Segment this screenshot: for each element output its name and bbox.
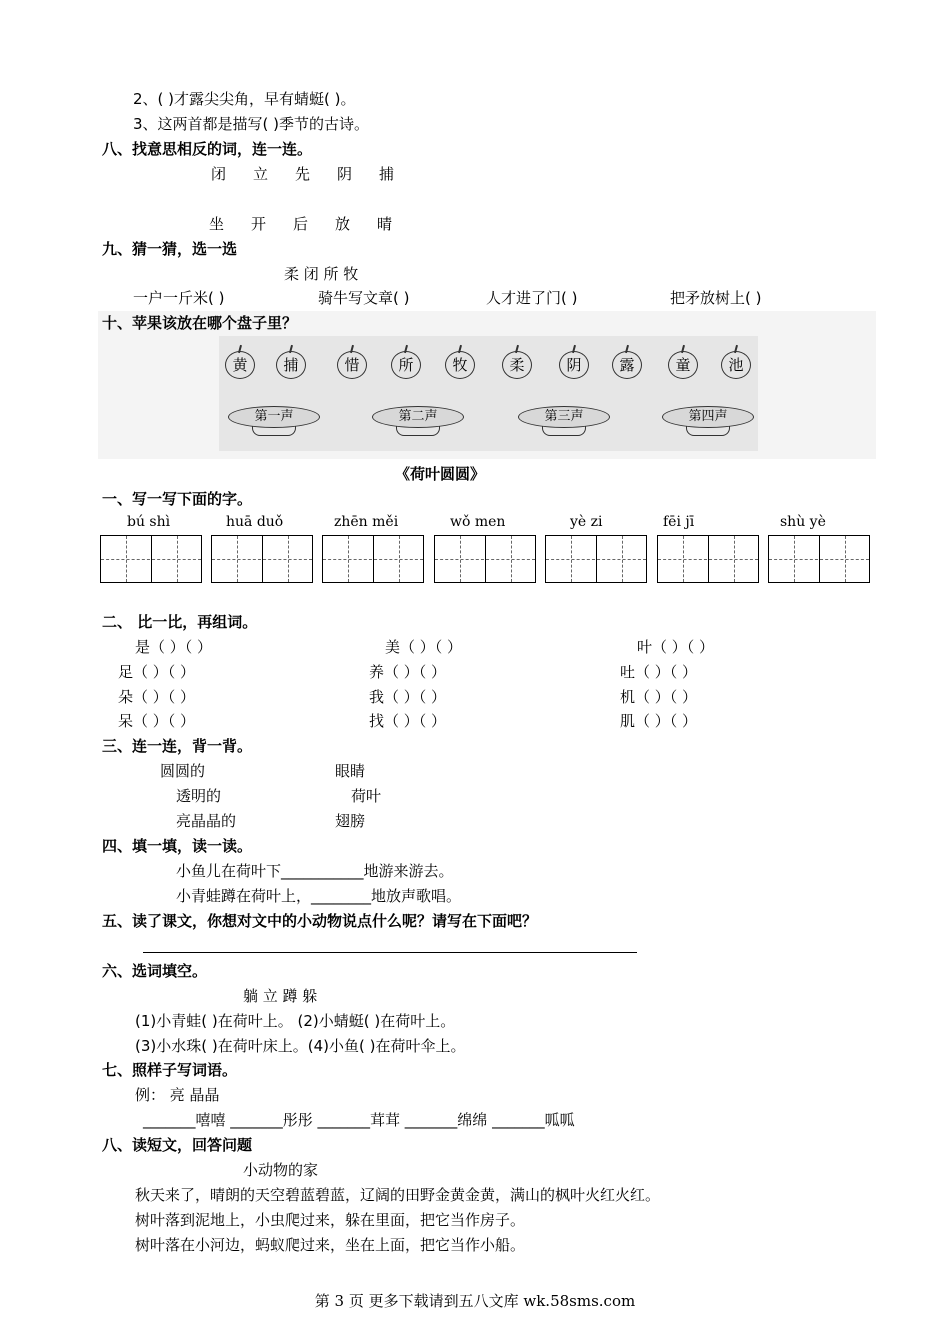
story-paragraph: 秋天来了，晴朗的天空碧蓝碧蓝，辽阔的田野金黄金黄，满山的枫叶火红火红。 — [135, 1186, 661, 1204]
compare-item: 我（ ）（ ） — [369, 688, 447, 706]
section-9-title: 九、猜一猜，选一选 — [102, 240, 238, 258]
riddle-options: 柔 闭 所 牧 — [284, 265, 359, 283]
antonym-word: 后 — [293, 215, 309, 233]
story-paragraph: 树叶落在小河边，蚂蚁爬过来，坐在上面，把它当作小船。 — [135, 1236, 526, 1254]
apple-icon: 惜 — [335, 347, 369, 381]
pinyin-label: yè zi — [570, 514, 603, 530]
match-right: 荷叶 — [351, 787, 382, 805]
l7-title: 七、照样子写词语。 — [102, 1061, 238, 1079]
match-right: 翅膀 — [335, 812, 366, 830]
plate-icon: 第四声 — [662, 404, 754, 438]
l6-title: 六、选词填空。 — [102, 962, 208, 980]
writing-grid[interactable] — [100, 535, 202, 583]
apple-icon: 捕 — [274, 347, 308, 381]
riddle-item: 把矛放树上( ) — [670, 289, 762, 307]
writing-grid[interactable] — [322, 535, 424, 583]
pinyin-label: bú shì — [127, 514, 171, 530]
apple-icon: 所 — [389, 347, 423, 381]
riddle-item: 骑牛写文章( ) — [318, 289, 410, 307]
word-pattern-row: _______嘻嘻 _______彤彤 _______茸茸 _______绵绵 _______呱呱 — [143, 1111, 575, 1129]
compare-item: 找（ ）（ ） — [369, 712, 447, 730]
match-left: 透明的 — [176, 787, 222, 805]
writing-grid[interactable] — [657, 535, 759, 583]
antonym-word: 先 — [295, 165, 311, 183]
pinyin-label: wǒ men — [450, 514, 506, 530]
writing-grid[interactable] — [434, 535, 536, 583]
riddle-item: 人才进了门( ) — [486, 289, 578, 307]
pinyin-label: fēi jī — [663, 514, 695, 530]
antonym-word: 捕 — [379, 165, 395, 183]
apple-icon: 阴 — [557, 347, 591, 381]
match-left: 圆圆的 — [160, 762, 206, 780]
writing-grid[interactable] — [211, 535, 313, 583]
fill-row: (3)小水珠( )在荷叶床上。(4)小鱼( )在荷叶伞上。 — [135, 1037, 466, 1055]
writing-grid[interactable] — [768, 535, 870, 583]
apple-icon: 池 — [719, 347, 753, 381]
word-options: 躺 立 蹲 躲 — [243, 987, 318, 1005]
compare-item: 叶（ ）（ ） — [637, 638, 715, 656]
l1-title: 一、写一写下面的字。 — [102, 490, 253, 508]
match-left: 亮晶晶的 — [176, 812, 237, 830]
plate-icon: 第二声 — [372, 404, 464, 438]
apple-icon: 柔 — [500, 347, 534, 381]
pinyin-label: zhēn měi — [334, 514, 399, 530]
pinyin-label: shù yè — [780, 514, 826, 530]
section-10-title: 十、苹果该放在哪个盘子里？ — [102, 314, 298, 332]
match-right: 眼睛 — [335, 762, 366, 780]
story-title: 小动物的家 — [243, 1161, 319, 1179]
l5-title: 五、读了课文，你想对文中的小动物说点什么呢？请写在下面吧？ — [102, 912, 538, 930]
antonym-word: 放 — [335, 215, 351, 233]
compare-item: 朵（ ）（ ） — [118, 688, 196, 706]
section-8-title: 八、找意思相反的词，连一连。 — [102, 140, 313, 158]
compare-item: 吐（ ）（ ） — [620, 663, 698, 681]
l3-title: 三、连一连，背一背。 — [102, 737, 253, 755]
compare-item: 足（ ）（ ） — [118, 663, 196, 681]
plate-icon: 第一声 — [228, 404, 320, 438]
apple-icon: 童 — [666, 347, 700, 381]
antonym-word: 坐 — [209, 215, 225, 233]
antonym-word: 立 — [253, 165, 269, 183]
l8-title: 八、读短文，回答问题 — [102, 1136, 253, 1154]
antonym-word: 阴 — [337, 165, 353, 183]
apple-icon: 牧 — [443, 347, 477, 381]
apple-icon: 露 — [610, 347, 644, 381]
pinyin-label: huā duǒ — [226, 514, 284, 530]
fill-sentence: 小青蛙蹲在荷叶上，________地放声歌唱。 — [176, 887, 462, 905]
lesson-title: 《荷叶圆圆》 — [394, 465, 485, 483]
compare-item: 机（ ）（ ） — [620, 688, 698, 706]
antonym-word: 开 — [251, 215, 267, 233]
antonym-word: 晴 — [377, 215, 393, 233]
compare-item: 呆（ ）（ ） — [118, 712, 196, 730]
writing-grid[interactable] — [545, 535, 647, 583]
example: 例： 亮 晶晶 — [135, 1086, 220, 1104]
antonym-word: 闭 — [211, 165, 227, 183]
line-3: 3、这两首都是描写( )季节的古诗。 — [133, 115, 370, 133]
riddle-item: 一户一斤米( ) — [133, 289, 225, 307]
compare-item: 养（ ）（ ） — [369, 663, 447, 681]
compare-item: 美（ ）（ ） — [385, 638, 463, 656]
line-2: 2、( )才露尖尖角，早有蜻蜓( )。 — [133, 90, 356, 108]
l2-title: 二、 比一比，再组词。 — [102, 613, 258, 631]
compare-item: 肌（ ）（ ） — [620, 712, 698, 730]
page-footer: 第 3 页 更多下载请到五八文库 wk.58sms.com — [314, 1292, 636, 1310]
answer-line[interactable] — [143, 952, 637, 953]
l4-title: 四、填一填，读一读。 — [102, 837, 253, 855]
plate-icon: 第三声 — [518, 404, 610, 438]
fill-row: (1)小青蛙( )在荷叶上。 (2)小蜻蜓( )在荷叶上。 — [135, 1012, 456, 1030]
fill-sentence: 小鱼儿在荷叶下___________地游来游去。 — [176, 862, 454, 880]
story-paragraph: 树叶落到泥地上，小虫爬过来，躲在里面，把它当作房子。 — [135, 1211, 526, 1229]
apple-icon: 黄 — [223, 347, 257, 381]
compare-item: 是（ ）（ ） — [135, 638, 213, 656]
